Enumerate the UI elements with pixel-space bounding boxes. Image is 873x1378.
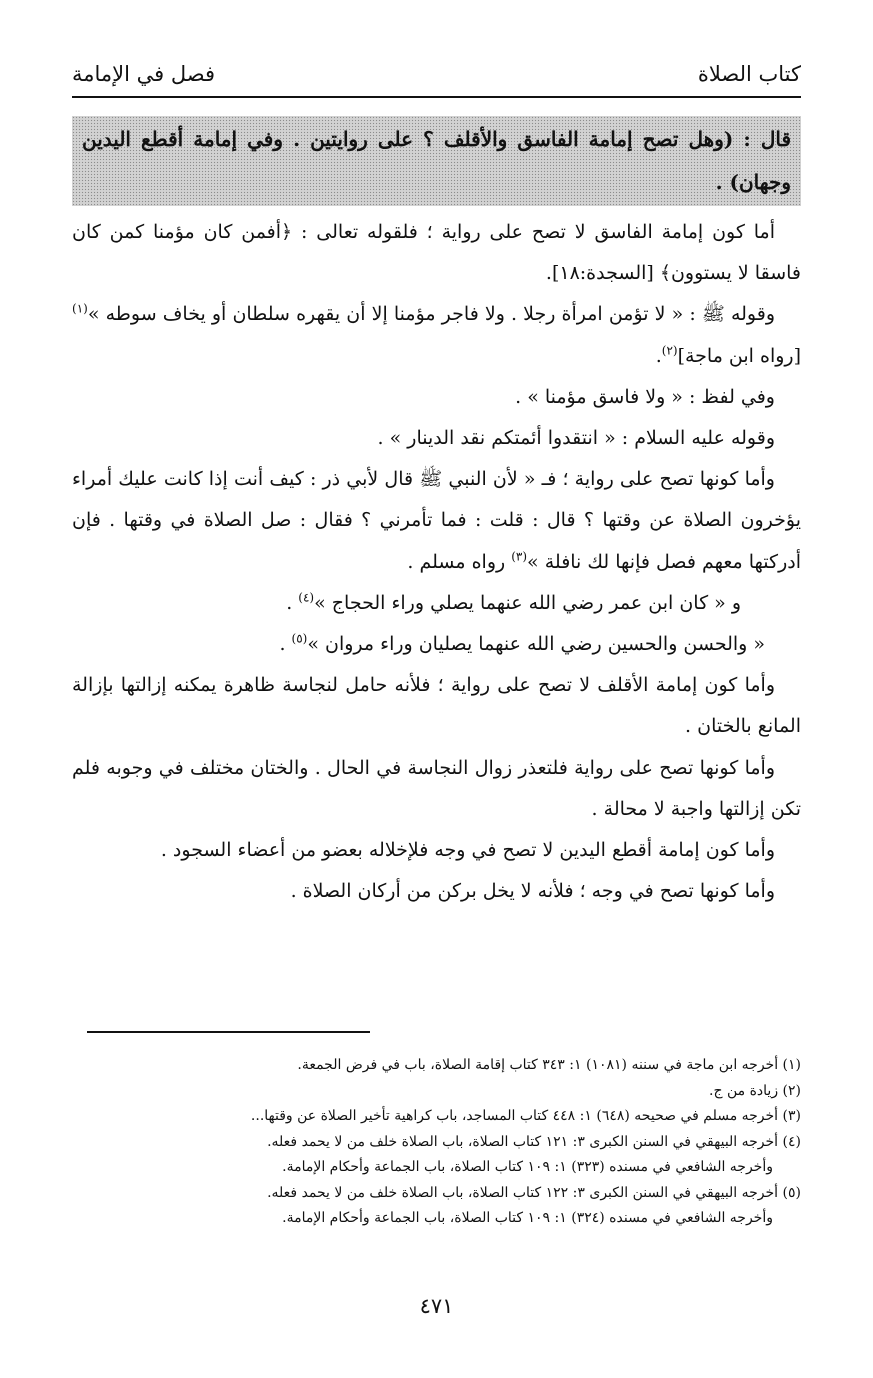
header-book-title: كتاب الصلاة [697,62,801,86]
paragraph [72,748,801,830]
footnote: (١) أخرجه ابن ماجة في سننه (١٠٨١) ١: ٣٤٣ كتاب إقامة الصلاة، باب في فرض الجمعة. [297,1057,801,1073]
footnote-ref: (١) [72,302,88,317]
paragraph-text: « والحسن والحسين رضي الله عنهما يصليان وراء مروان » [307,633,765,656]
paragraph-text: وقوله ﷺ : « لا تؤمن امرأة رجلا . ولا فاجر مؤمنا إلا أن يقهره سلطان أو يخاف سوطه » [87,303,775,326]
header-chapter-title: فصل في الإمامة [72,62,216,86]
paragraph-text: أما كون إمامة الفاسق لا تصح على رواية ؛ فلقوله تعالى : ﴿أفمن كان مؤمنا كمن كان فاسقا لا يستوون﴾ [السجدة:١٨]. [72,221,801,285]
paragraph-text-after: . [279,633,292,656]
matn-highlight-box [72,116,801,206]
footnote: (٤) أخرجه البيهقي في السنن الكبرى ٣: ١٢١ كتاب الصلاة، باب الصلاة خلف من لا يحمد فعله. [267,1133,801,1150]
paragraph-text-end: . [655,344,662,367]
page-number: ٤٧١ [419,1294,454,1318]
running-header [72,55,801,93]
footnote-rule [87,1031,370,1033]
paragraph [72,830,801,871]
paragraph-text: وأما كونها تصح في وجه ؛ فلأنه لا يخل بركن من أركان الصلاة . [290,880,775,903]
paragraph [72,418,801,459]
paragraph [72,377,801,418]
footnote-ref: (٣) [511,549,528,564]
paragraph [72,624,801,665]
paragraph [72,459,801,583]
matn-text: قال : (وهل تصح إمامة الفاسق والأقلف ؟ على روايتين . وفي إمامة أقطع اليدين وجهان) . [82,127,791,194]
paragraph [72,294,801,376]
footnotes [72,1053,801,1232]
footnote-continuation: وأخرجه الشافعي في مسنده (٣٢٣) ١: ١٠٩ كتاب الصلاة، باب الجماعة وأحكام الإمامة. [282,1159,773,1175]
paragraph-text: وأما كون إمامة الأقلف لا تصح على رواية ؛ فلأنه حامل لنجاسة ظاهرة يمكنه إزالتها بإزالة المانع بالختان . [72,674,801,738]
paragraph-text: وفي لفظ : « ولا فاسق مؤمنا » . [515,385,775,408]
paragraph-text: وأما كونها تصح على رواية فلتعذر زوال النجاسة في الحال . والختان مختلف في وجوبه فلم تكن إزالتها واجبة لا محالة . [72,756,801,820]
paragraph [72,665,801,747]
footnote-continuation: وأخرجه الشافعي في مسنده (٣٢٤) ١: ١٠٩ كتاب الصلاة، باب الجماعة وأحكام الإمامة. [282,1210,773,1226]
footnote-ref: (٥) [291,631,308,646]
paragraph-text-after: رواه مسلم . [407,550,512,573]
footnote-ref: (٤) [298,590,315,605]
footnote: (٣) أخرجه مسلم في صحيحه (٦٤٨) ١: ٤٤٨ كتاب المساجد، باب كراهية تأخير الصلاة عن وقتها... [250,1108,801,1124]
header-rule [72,96,801,98]
commentary-body [72,212,801,912]
paragraph [72,871,801,912]
paragraph-text: و « كان ابن عمر رضي الله عنهما يصلي وراء الحجاج » [314,591,741,614]
paragraph-text: وأما كون إمامة أقطع اليدين لا تصح في وجه فلإخلاله بعضو من أعضاء السجود . [160,839,775,862]
paragraph-text-after: . [286,591,299,614]
paragraph-text: وأما كونها تصح على رواية ؛ فـ « لأن النبي ﷺ قال لأبي ذر : كيف أنت إذا كانت عليك أمراء يؤخرون الصلاة عن وقتها ؟ قال : قلت : فما تأمرني ؟ فقال : صل الصلاة في وقتها . فإن أدركتها معهم فصل فإنها لك نافلة » [72,468,801,573]
paragraph [72,583,801,624]
footnote: (٥) أخرجه البيهقي في السنن الكبرى ٣: ١٢٢ كتاب الصلاة، باب الصلاة خلف من لا يحمد فعله. [267,1184,801,1201]
paragraph [72,212,801,294]
paragraph-text: وقوله عليه السلام : « انتقدوا أئمتكم نقد الدينار » . [377,427,775,450]
paragraph-text-after: [رواه ابن ماجة] [677,344,801,367]
footnote: (٢) زيادة من ج. [709,1082,801,1099]
footnote-ref: (٢) [661,343,678,358]
